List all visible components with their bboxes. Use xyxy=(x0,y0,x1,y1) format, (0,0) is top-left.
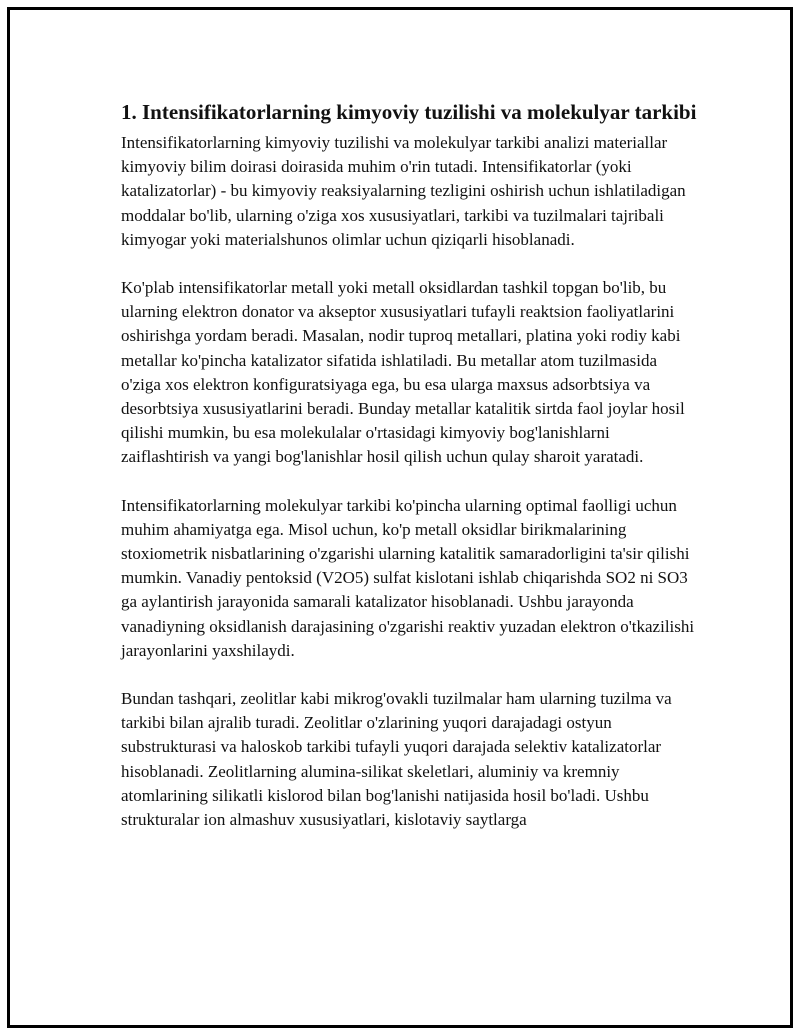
document-body xyxy=(121,98,701,856)
paragraph-4: Bundan tashqari, zeolitlar kabi mikrog'ovakli tuzilmalar ham ularning tuzilma va tarkibi bilan ajralib turadi. Zeolitlar o'zlarining yuqori darajadagi ostyun substrukturasi va haloskob tarkibi tufayli yuqori darajada selektiv katalizatorlar hisoblanadi. Zeolitlarning alumina-silikat skeletlari, aluminiy va kremniy atomlarining silikatli kislorod bilan bog'lanishi natijasida hosil bo'ladi. Ushbu strukturalar ion almashuv xususiyatlari, kislotaviy saytlarga xyxy=(121,689,672,830)
paragraph-2: Ko'plab intensifikatorlar metall yoki metall oksidlardan tashkil topgan bo'lib, bu ularning elektron donator va akseptor xususiyatlari tufayli reaktsion faoliyatlarini oshirishga yordam beradi. Masalan, nodir tuproq metallari, platina yoki rodiy kabi metallar ko'pincha katalizator sifatida ishlatiladi. Bu metallar atom tuzilmasida o'ziga xos elektron konfiguratsiyaga ega, bu esa ularga maxsus adsorbtsiya va desorbtsiya xususiyatlarini beradi. Bunday metallar katalitik sirtda faol joylar hosil qilishi mumkin, bu esa molekulalar o'rtasidagi kimyoviy bog'lanishlarni zaiflashtirish va yangi bog'lanishlar hosil qilish uchun qulay sharoit yaratadi. xyxy=(121,278,685,467)
paragraph-3: Intensifikatorlarning molekulyar tarkibi ko'pincha ularning optimal faolligi uchun muhim ahamiyatga ega. Misol uchun, ko'p metall oksidlar birikmalarining stoxiometrik nisbatlarining o'zgarishi ularning katalitik samaradorligini ta'sir qilishi mumkin. Vanadiy pentoksid (V2O5) sulfat kislotani ishlab chiqarishda SO2 ni SO3 ga aylantirish jarayonida samarali katalizator hisoblanadi. Ushbu jarayonda vanadiyning oksidlanish darajasining o'zgarishi reaktiv yuzadan elektron o'tkazilishi jarayonlarini yaxshilaydi. xyxy=(121,495,695,660)
paragraph-1: Intensifikatorlarning kimyoviy tuzilishi va molekulyar tarkibi analizi materiallar kimyoviy bilim doirasi doirasida muhim o'rin tutadi. Intensifikatorlar (yoki katalizatorlar) - bu kimyoviy reaksiyalarning tezligini oshirish uchun ishlatiladigan moddalar bo'lib, ularning o'ziga xos xususiyatlari, tarkibi va tuzilmalari tajribali kimyogar yoki materialshunos olimlar uchun qiziqarli hisoblanadi. xyxy=(121,133,686,249)
page-frame xyxy=(7,7,793,1028)
section-heading: 1. Intensifikatorlarning kimyoviy tuzilishi va molekulyar tarkibi xyxy=(121,100,697,124)
